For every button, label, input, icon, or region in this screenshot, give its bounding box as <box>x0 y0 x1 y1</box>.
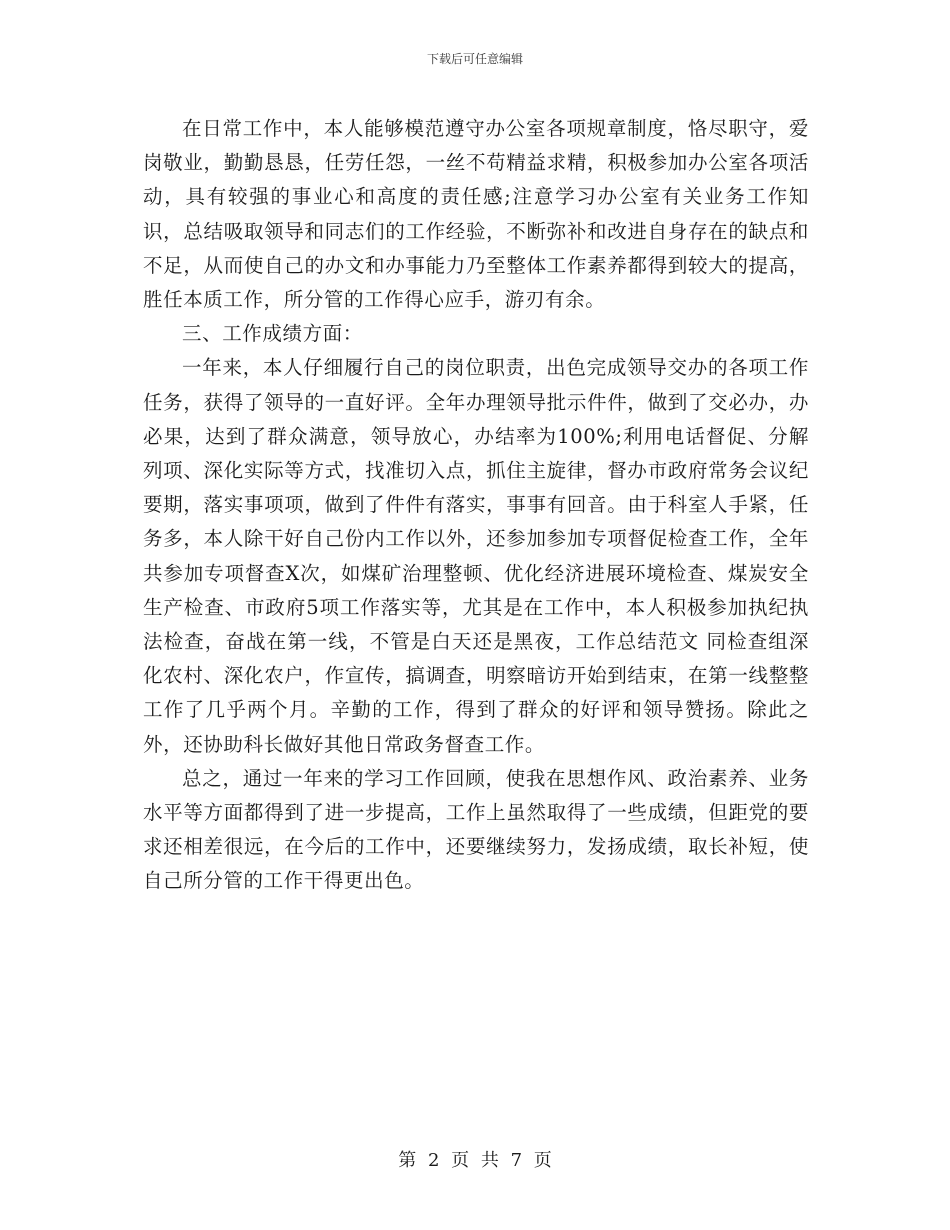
paragraph-conclusion: 总之，通过一年来的学习工作回顾，使我在思想作风、政治素养、业务水平等方面都得到了进一步提高，工作上虽然取得了一些成绩，但距党的要求还相差很远，在今后的工作中，还要继续努力，发扬成绩，取长补短，使自己所分管的工作干得更出色。 <box>143 766 809 893</box>
page-label-suffix: 页 <box>533 1150 552 1171</box>
document-body <box>143 112 809 899</box>
page-number <box>0 1146 950 1172</box>
page-header-note: 下载后可任意编辑 <box>426 52 523 66</box>
page-label-total-prefix: 共 <box>480 1150 499 1171</box>
page-label-prefix: 第 <box>398 1150 417 1171</box>
page-total: 7 <box>510 1150 523 1171</box>
section-heading-achievements: 三、工作成绩方面： <box>182 322 363 346</box>
page-label-mid: 页 <box>451 1150 470 1171</box>
page-current: 2 <box>427 1150 440 1171</box>
paragraph-achievements: 一年来，本人仔细履行自己的岗位职责，出色完成领导交办的各项工作任务，获得了领导的一直好评。全年办理领导批示件件，做到了交必办，办必果，达到了群众满意，领导放心，办结率为100%;利用电话督促、分解列项、深化实际等方式，找准切入点，抓住主旋律，督办市政府常务会议纪要期，落实事项项，做到了件件有落实，事事有回音。由于科室人手紧，任务多，本人除干好自己份内工作以外，还参加参加专项督促检查工作，全年共参加专项督查X次，如煤矿治理整顿、优化经济进展环境检查、煤炭安全生产检查、市政府5项工作落实等，尤其是在工作中，本人积极参加执纪执法检查，奋战在第一线，不管是白天还是黑夜，工作总结范文 同检查组深化农村、深化农户，作宣传，搞调查，明察暗访开始到结束，在第一线整整工作了几乎两个月。辛勤的工作，得到了群众的好评和领导赞扬。除此之外，还协助科长做好其他日常政务督查工作。 <box>143 356 809 756</box>
paragraph-daily-work: 在日常工作中，本人能够模范遵守办公室各项规章制度，恪尽职守，爱岗敬业，勤勤恳恳，任劳任怨，一丝不苟精益求精，积极参加办公室各项活动，具有较强的事业心和高度的责任感;注意学习办公室有关业务工作知识，总结吸取领导和同志们的工作经验，不断弥补和改进自身存在的缺点和不足，从而使自己的办文和办事能力乃至整体工作素养都得到较大的提高，胜任本质工作，所分管的工作得心应手，游刃有余。 <box>143 117 809 312</box>
